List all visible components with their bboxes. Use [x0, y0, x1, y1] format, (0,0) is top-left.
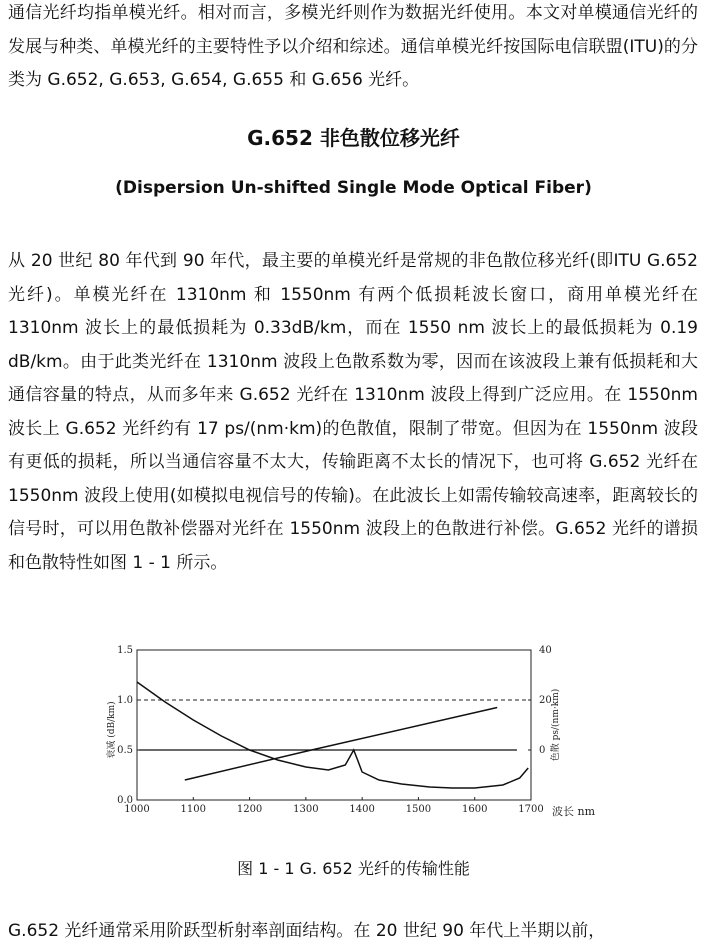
- section-title: G.652 非色散位移光纤: [247, 126, 460, 150]
- section-subtitle: (Dispersion Un-shifted Single Mode Optical Fiber): [115, 178, 592, 198]
- x-tick-label: 1200: [236, 804, 263, 815]
- y-left-tick-label: 1.0: [117, 695, 133, 706]
- y-left-tick-label: 0.5: [117, 745, 133, 756]
- chart-svg: [100, 635, 620, 825]
- y-right-tick-label: 40: [539, 645, 552, 656]
- x-tick-label: 1000: [124, 804, 150, 815]
- y-right-axis-label: 色散 ps/(nm·km): [551, 688, 561, 762]
- attenuation-curve: [137, 682, 528, 788]
- x-tick-label: 1500: [405, 804, 432, 815]
- y-left-tick-label: 1.5: [117, 645, 133, 656]
- y-right-tick-label: 0: [539, 745, 546, 756]
- y-right-tick-label: 20: [539, 695, 552, 706]
- y-right-axis-ticks: [528, 645, 552, 756]
- x-axis-label: 波长 nm: [552, 805, 596, 818]
- x-tick-label: 1100: [180, 804, 207, 815]
- closing-paragraph: G.652 光纤通常采用阶跃型析射率剖面结构。在 20 世纪 90 年代上半期以前，: [8, 921, 606, 941]
- body-paragraph: 从 20 世纪 80 年代到 90 年代，最主要的单模光纤是常规的非色散位移光纤(即ITU G.652 光纤)。单模光纤在 1310nm 和 1550nm 有两个低损耗波长窗口，商用单模光纤在 1310nm 波长上的最低损耗为 0.33dB/km，而在 1550 nm 波长上的最低损耗为 0.19 dB/km。由于此类光纤在 1310nm 波段上色散系数为零，因而在该波段上兼有低损耗和大通信容量的特点，从而多年来 G.652 光纤在 1310nm 波段上得到广泛应用。在 1550nm 波长上 G.652 光纤约有 17 ps/(nm·km)的色散值，限制了带宽。但因为在 1550nm 波段有更低的损耗，所以当通信容量不太大，传输距离不太长的情况下，也可将 G.652 光纤在 1550nm 波段上使用(如模拟电视信号的传输)。在此波长上如需传输较高速率，距离较长的信号时，可以用色散补偿器对光纤在 1550nm 波段上的色散进行补偿。G.652 光纤的谱损和色散特性如图 1 - 1 所示。: [8, 251, 698, 573]
- fiber-performance-chart: [100, 635, 620, 825]
- x-tick-label: 1300: [293, 804, 319, 815]
- dispersion-line: [185, 708, 497, 781]
- x-tick-label: 1400: [349, 804, 375, 815]
- intro-paragraph: 通信光纤均指单模光纤。相对而言，多模光纤则作为数据光纤使用。本文对单模通信光纤的发展与种类、单模光纤的主要特性予以介绍和综述。通信单模光纤按国际电信联盟(ITU)的分类为 G.652, G.653, G.654, G.655 和 G.656 光纤。: [8, 3, 698, 90]
- x-tick-label: 1700: [518, 804, 544, 815]
- figure-caption: 图 1 - 1 G. 652 光纤的传输性能: [237, 859, 470, 878]
- y-left-axis-label: 衰减 (dB/km): [107, 701, 117, 759]
- x-tick-label: 1600: [461, 804, 488, 815]
- y-left-tick-label: 0.0: [117, 795, 133, 806]
